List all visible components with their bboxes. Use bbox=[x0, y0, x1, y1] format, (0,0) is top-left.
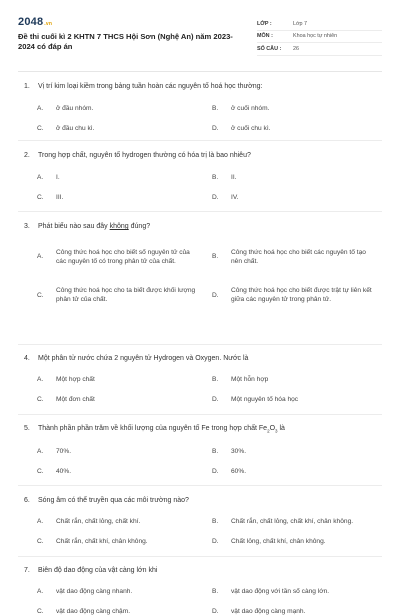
option-a[interactable] bbox=[24, 104, 199, 113]
question-stem-prefix: Thành phần phần trăm về khối lượng của nguyên tố Fe trong hợp chất Fe bbox=[38, 425, 268, 432]
option-letter: D. bbox=[212, 125, 219, 132]
option-letter: B. bbox=[212, 253, 219, 260]
option-b[interactable] bbox=[199, 447, 374, 456]
question-text bbox=[24, 354, 382, 364]
option-text: vật dao động với tần số càng lớn. bbox=[231, 588, 330, 595]
question-number: 2. bbox=[24, 152, 30, 159]
question-7 bbox=[18, 557, 382, 615]
option-letter: C. bbox=[37, 291, 44, 299]
option-d[interactable] bbox=[199, 607, 374, 616]
document-header bbox=[18, 0, 382, 72]
option-text: III. bbox=[56, 194, 64, 201]
options-grid bbox=[24, 104, 382, 133]
option-d[interactable] bbox=[199, 467, 374, 476]
option-letter: A. bbox=[37, 174, 44, 181]
option-letter: D. bbox=[212, 396, 219, 403]
question-number: 3. bbox=[24, 223, 30, 230]
option-text: vật dao động càng chậm. bbox=[56, 608, 131, 615]
option-a[interactable] bbox=[24, 375, 199, 384]
option-d[interactable] bbox=[199, 395, 374, 404]
option-b[interactable] bbox=[199, 587, 374, 596]
option-letter: B. bbox=[212, 174, 219, 181]
option-text: Chất rắn, chất lỏng, chất khí. bbox=[56, 518, 141, 525]
option-c[interactable] bbox=[24, 395, 199, 404]
option-text: Chất rắn, chất khí, chân không. bbox=[56, 538, 148, 545]
option-text: Công thức hoá học cho ta biết được khối lượng phân tử của chất. bbox=[56, 287, 196, 303]
options-grid bbox=[24, 447, 382, 476]
logo-suffix: .vn bbox=[44, 21, 53, 27]
formula-subscript: 3 bbox=[275, 428, 278, 434]
option-b[interactable] bbox=[199, 375, 374, 384]
option-text: ở cuối chu kì. bbox=[231, 125, 271, 132]
option-text: IV. bbox=[231, 194, 239, 201]
question-text bbox=[24, 424, 382, 436]
option-text: 40%. bbox=[56, 468, 72, 476]
option-c[interactable] bbox=[24, 537, 199, 546]
question-3 bbox=[18, 212, 382, 345]
option-letter: B. bbox=[212, 518, 219, 525]
question-text bbox=[24, 496, 382, 506]
option-a[interactable] bbox=[24, 517, 199, 526]
options-grid bbox=[24, 517, 382, 546]
option-text: Một hợp chất bbox=[56, 376, 95, 383]
option-letter: C. bbox=[37, 396, 44, 403]
question-2 bbox=[18, 141, 382, 212]
option-letter: B. bbox=[212, 376, 219, 383]
question-4 bbox=[18, 345, 382, 415]
option-text: vật dao động càng mạnh. bbox=[231, 608, 306, 615]
options-grid bbox=[24, 241, 382, 306]
question-stem-suffix: đúng? bbox=[128, 223, 151, 230]
question-number: 5. bbox=[24, 425, 30, 432]
options-grid bbox=[24, 587, 382, 616]
meta-value: 26 bbox=[293, 45, 299, 52]
options-grid bbox=[24, 375, 382, 404]
option-letter: D. bbox=[212, 538, 219, 545]
option-letter: B. bbox=[212, 588, 219, 595]
option-text: 30%. bbox=[231, 448, 247, 456]
logo-main: 2048 bbox=[18, 16, 44, 28]
option-text: 70%. bbox=[56, 448, 72, 456]
option-text: Công thức hoá học cho biết được trật tự liên kết giữa các nguyên tử trong phân tử. bbox=[231, 287, 372, 303]
option-a[interactable] bbox=[24, 173, 199, 182]
option-text: 60%. bbox=[231, 468, 247, 476]
option-text: Chất rắn, chất lỏng, chất khí, chân không. bbox=[231, 518, 354, 525]
question-number: 7. bbox=[24, 567, 30, 574]
option-letter: A. bbox=[37, 588, 44, 595]
option-c[interactable] bbox=[24, 124, 199, 133]
question-1 bbox=[18, 72, 382, 141]
exam-meta-table bbox=[257, 18, 382, 71]
meta-label: SỐ CÂU : bbox=[257, 45, 282, 52]
option-letter: C. bbox=[37, 194, 44, 201]
option-a[interactable] bbox=[24, 587, 199, 596]
meta-value: Lớp 7 bbox=[293, 20, 308, 27]
question-stem: Biên độ dao động của vật càng lớn khi bbox=[38, 567, 158, 574]
question-stem-suffix: là bbox=[277, 425, 285, 432]
option-b[interactable] bbox=[199, 104, 374, 113]
question-stem-prefix: Phát biểu nào sau đây bbox=[38, 223, 110, 230]
option-letter: B. bbox=[212, 105, 219, 112]
option-letter: A. bbox=[37, 376, 44, 383]
option-letter: C. bbox=[37, 608, 44, 615]
option-d[interactable] bbox=[199, 537, 374, 546]
option-text: Một hỗn hợp bbox=[231, 376, 269, 383]
question-stem: Vị trí kim loại kiềm trong bảng tuần hoàn các nguyên tố hoá học thường: bbox=[38, 83, 263, 90]
question-5 bbox=[18, 415, 382, 486]
option-text: ở đầu nhóm. bbox=[56, 105, 94, 112]
option-a[interactable] bbox=[24, 241, 199, 272]
question-number: 4. bbox=[24, 355, 30, 362]
question-stem: Một phân tử nước chứa 2 nguyên tử Hydrogen và Oxygen. Nước là bbox=[38, 355, 249, 362]
option-letter: C. bbox=[37, 468, 44, 476]
option-c[interactable] bbox=[24, 193, 199, 202]
option-b[interactable] bbox=[199, 241, 374, 272]
option-letter: D. bbox=[212, 291, 219, 299]
question-text bbox=[24, 151, 382, 161]
option-c[interactable] bbox=[24, 284, 199, 306]
option-text: Công thức hoá học cho biết số nguyên tử của các nguyên tố có trong phân tử của chất. bbox=[56, 248, 190, 265]
option-d[interactable] bbox=[199, 193, 374, 202]
question-number: 1. bbox=[24, 83, 30, 90]
options-grid bbox=[24, 173, 382, 202]
option-c[interactable] bbox=[24, 467, 199, 476]
question-stem: Sóng âm có thể truyền qua các môi trường nào? bbox=[38, 497, 189, 504]
option-c[interactable] bbox=[24, 607, 199, 616]
option-a[interactable] bbox=[24, 447, 199, 456]
exam-title: Đề thi cuối kì 2 KHTN 7 THCS Hội Sơn (Nghệ An) năm 2023-2024 có đáp án bbox=[18, 32, 233, 51]
option-letter: D. bbox=[212, 194, 219, 201]
option-text: I. bbox=[56, 174, 60, 181]
question-text bbox=[24, 82, 382, 92]
meta-row-class bbox=[257, 18, 382, 31]
question-stem: Trong hợp chất, nguyên tố hydrogen thường có hóa trị là bao nhiêu? bbox=[38, 152, 251, 159]
meta-row-subject bbox=[257, 31, 382, 44]
option-letter: B. bbox=[212, 448, 219, 456]
question-text bbox=[24, 566, 382, 576]
option-b[interactable] bbox=[199, 173, 374, 182]
option-letter: A. bbox=[37, 448, 44, 456]
meta-label: LỚP : bbox=[257, 20, 272, 27]
question-6 bbox=[18, 486, 382, 557]
header-left bbox=[18, 16, 248, 71]
question-stem-emphasis: không bbox=[109, 223, 129, 230]
option-text: vật dao động càng nhanh. bbox=[56, 588, 133, 595]
option-text: ở cuối nhóm. bbox=[231, 105, 270, 112]
option-letter: C. bbox=[37, 125, 44, 132]
question-text bbox=[24, 222, 382, 232]
option-letter: C. bbox=[37, 538, 44, 545]
option-letter: D. bbox=[212, 468, 219, 476]
option-d[interactable] bbox=[199, 124, 374, 133]
meta-label: MÔN : bbox=[257, 33, 273, 40]
meta-value: Khoa học tự nhiên bbox=[293, 33, 338, 40]
option-text: II. bbox=[231, 174, 237, 181]
option-d[interactable] bbox=[199, 284, 374, 306]
option-text: Chất lỏng, chất khí, chân không. bbox=[231, 538, 326, 545]
question-number: 6. bbox=[24, 497, 30, 504]
option-letter: A. bbox=[37, 105, 44, 112]
formula-element: O bbox=[269, 425, 276, 432]
option-text: Một nguyên tố hóa học bbox=[231, 396, 299, 403]
site-logo[interactable] bbox=[18, 16, 248, 28]
formula-subscript: 2 bbox=[267, 428, 270, 434]
option-text: ở đầu chu kì. bbox=[56, 125, 95, 132]
meta-row-question-count bbox=[257, 43, 382, 56]
option-letter: A. bbox=[37, 253, 44, 260]
option-letter: D. bbox=[212, 608, 219, 615]
option-letter: A. bbox=[37, 518, 44, 525]
option-b[interactable] bbox=[199, 517, 374, 526]
option-text: Công thức hoá học cho biết các nguyên tố tạo nên chất. bbox=[231, 248, 366, 265]
option-text: Một đơn chất bbox=[56, 396, 95, 403]
